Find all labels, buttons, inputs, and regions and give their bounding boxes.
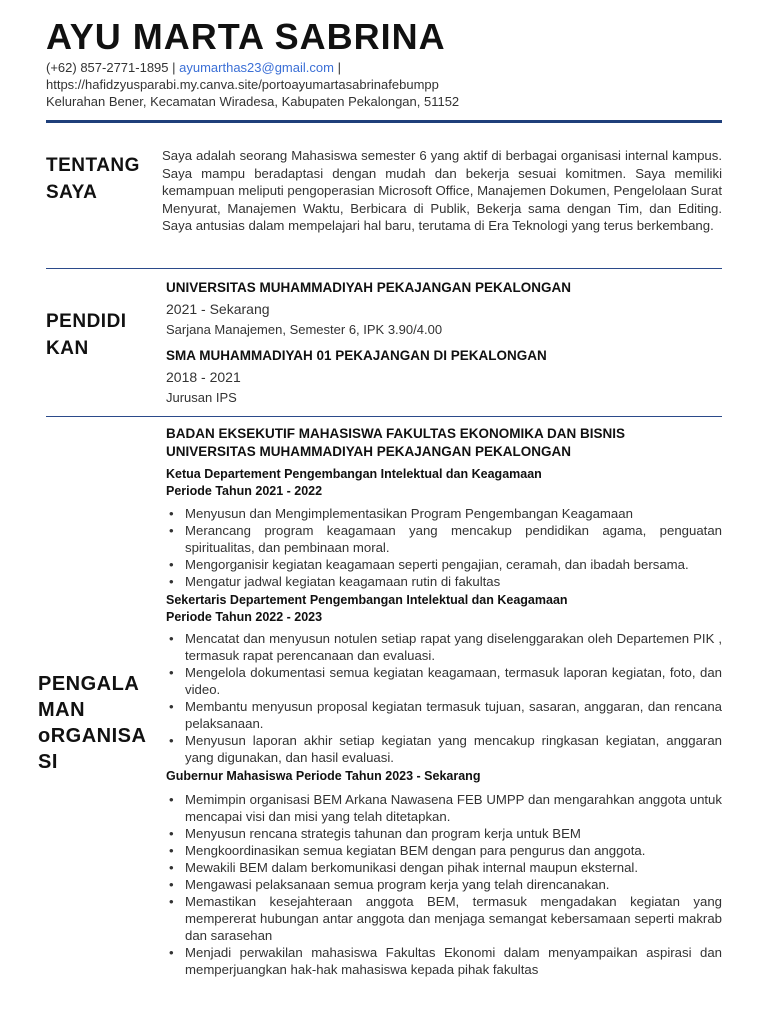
list-item: • Mengorganisir kegiatan keagamaan seperti pengajian, ceramah, dan ibadah bersama.	[166, 556, 722, 573]
organization-name	[166, 425, 722, 461]
role-title-line: Sekertaris Departement Pengembangan Intelektual dan Keagamaan	[166, 593, 568, 607]
role-duties	[166, 791, 722, 978]
list-item: • Menjadi perwakilan mahasiswa Fakultas Ekonomi dalam menyampaikan aspirasi dan memperjuangkan hak-hak mahasiswa kepada pihak fakultas	[166, 944, 722, 978]
list-item: • Memimpin organisasi BEM Arkana Nawasena FEB UMPP dan mengarahkan anggota untuk mencapai visi dan misi yang telah ditetapkan.	[166, 791, 722, 825]
school-detail: Sarjana Manajemen, Semester 6, IPK 3.90/4.00	[166, 322, 443, 337]
organization-name-line: BADAN EKSEKUTIF MAHASISWA FAKULTAS EKONOMIKA DAN BISNIS	[166, 426, 625, 441]
school-name: UNIVERSITAS MUHAMMADIYAH PEKAJANGAN PEKALONGAN	[166, 280, 572, 295]
list-item: • Mengkoordinasikan semua kegiatan BEM dengan para pengurus dan anggota.	[166, 842, 722, 859]
list-item: • Mengawasi pelaksanaan semua program kerja yang telah direncanakan.	[166, 876, 722, 893]
section-title-line: PENDIDI	[46, 311, 127, 332]
role-duties	[166, 630, 722, 766]
list-item: • Mencatat dan menyusun notulen setiap rapat yang diselenggarakan oleh Departemen PIK , termasuk rapat perencanaan dan evaluasi.	[166, 630, 722, 664]
school-detail: Jurusan IPS	[166, 390, 237, 405]
organization-experience	[166, 425, 722, 978]
list-item: • Membantu menyusun proposal kegiatan termasuk tujuan, sasaran, anggaran, dan rencana pelaksanaan.	[166, 698, 722, 732]
list-item: • Memastikan kesejahteraan anggota BEM, termasuk mengadakan kegiatan yang mempererat hubungan antar anggota dan menjaga semangat kebersamaan seperti makrab dan sarasehan	[166, 893, 722, 944]
separator: |	[333, 60, 341, 75]
section-title-line: KAN	[46, 338, 89, 359]
list-item: • Menyusun laporan akhir setiap kegiatan yang mencakup ringkasan kegiatan, anggaran yang digunakan, dan hasil evaluasi.	[166, 732, 722, 766]
school-years: 2018 - 2021	[166, 369, 241, 385]
section-title-line: MAN	[38, 699, 86, 721]
phone-number: (+62) 857-2771-1895	[46, 60, 169, 75]
education-entry	[166, 347, 722, 407]
section-title-line: PENGALA	[38, 673, 140, 695]
contact-block	[46, 59, 706, 110]
section-title-line: TENTANG	[46, 155, 140, 176]
list-item: • Mengatur jadwal kegiatan keagamaan rutin di fakultas	[166, 573, 722, 590]
section-title-about	[46, 152, 140, 206]
list-item: • Mewakili BEM dalam berkomunikasi dengan pihak internal maupun eksternal.	[166, 859, 722, 876]
section-title-line: SI	[38, 751, 58, 773]
section-divider	[46, 416, 722, 417]
list-item: • Menyusun rencana strategis tahunan dan program kerja untuk BEM	[166, 825, 722, 842]
school-years: 2021 - Sekarang	[166, 301, 270, 317]
website-link[interactable]: https://hafidzyusparabi.my.canva.site/portoayumartasabrinafebumpp	[46, 77, 439, 92]
role-duties	[166, 505, 722, 590]
list-item: • Mengelola dokumentasi semua kegiatan keagamaan, termasuk laporan kegiatan, foto, dan video.	[166, 664, 722, 698]
school-name: SMA MUHAMMADIYAH 01 PEKAJANGAN DI PEKALONGAN	[166, 348, 547, 363]
applicant-name: AYU MARTA SABRINA	[46, 16, 446, 57]
education-entry	[166, 279, 722, 339]
contact-line-1	[46, 59, 706, 76]
role-period: Periode Tahun 2021 - 2022	[166, 484, 323, 498]
email-link[interactable]: ayumarthas23@gmail.com	[179, 60, 334, 75]
address: Kelurahan Bener, Kecamatan Wiradesa, Kabupaten Pekalongan, 51152	[46, 94, 460, 109]
list-item: • Menyusun dan Mengimplementasikan Program Pengembangan Keagamaan	[166, 505, 722, 522]
section-title-experience	[38, 671, 146, 775]
section-title-line: oRGANISA	[38, 725, 147, 747]
role-title-line: Ketua Departement Pengembangan Intelektual dan Keagamaan	[166, 467, 542, 481]
role-period: Periode Tahun 2022 - 2023	[166, 610, 323, 624]
role-title	[166, 768, 722, 785]
list-item: • Merancang program keagamaan yang mencakup pendidikan agama, penguatan spiritualitas, dan pembinaan moral.	[166, 522, 722, 556]
role-title	[166, 592, 722, 626]
role-title	[166, 466, 722, 500]
organization-name-line: UNIVERSITAS MUHAMMADIYAH PEKAJANGAN PEKALONGAN	[166, 444, 572, 459]
section-divider	[46, 268, 722, 269]
about-text: Saya adalah seorang Mahasiswa semester 6 yang aktif di berbagai organisasi internal kampus. Saya mampu beradaptasi dengan mudah dan bekerja sesuai komitmen. Saya memiliki kemampuan meliputi pengoperasian Microsoft Office, Manajemen Dokumen, Pengelolaan Surat Menyurat, Manajemen Waktu, Berbicara di Publik, Bekerja sama dengan Tim, dan Editing. Saya antusias dalam mempelajari hal baru, terutama di Era Teknologi yang terus berkembang.	[162, 148, 722, 233]
section-title-education	[46, 308, 127, 362]
section-title-line: SAYA	[46, 182, 98, 203]
separator: |	[168, 60, 180, 75]
header-divider	[46, 120, 722, 123]
role-title-line: Gubernur Mahasiswa Periode Tahun 2023 - Sekarang	[166, 769, 481, 783]
